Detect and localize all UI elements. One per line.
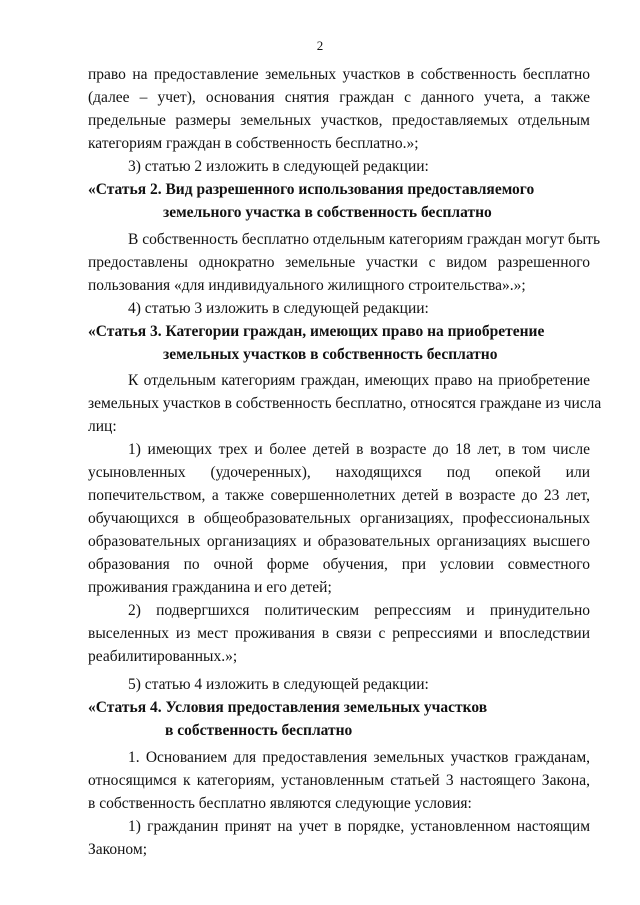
text-line: выселенных из мест проживания в связи с репрессиями и впоследствии xyxy=(88,625,590,642)
text-line: 3) статью 2 изложить в следующей редакции: xyxy=(128,158,429,175)
text-line: пользования «для индивидуального жилищного строительства».»; xyxy=(88,277,526,294)
text-line: проживания гражданина и его детей; xyxy=(88,579,332,596)
article-heading: земельного участка в собственность бесплатно xyxy=(163,204,492,221)
text-line: 4) статью 3 изложить в следующей редакции: xyxy=(128,300,429,317)
text-line: 1) имеющих трех и более детей в возрасте до 18 лет, в том числе xyxy=(128,441,590,458)
article-heading: «Статья 4. Условия предоставления земельных участков xyxy=(88,699,488,716)
text-line: 2) подвергшихся политическим репрессиям и принудительно xyxy=(128,602,590,619)
text-line: предоставлены однократно земельные участки с видом разрешенного xyxy=(88,254,590,271)
text-line: относящимся к категориям, установленным статьей 3 настоящего Закона, xyxy=(88,772,590,789)
page-number: 2 xyxy=(316,38,324,53)
text-line: предельные размеры земельных участков, предоставляемых отдельным xyxy=(88,112,590,129)
text-line: земельных участков в собственность бесплатно, относятся граждане из числа xyxy=(88,395,602,412)
text-line: (далее – учет), основания снятия граждан с данного учета, а также xyxy=(88,89,590,106)
text-line: Законом; xyxy=(88,841,148,858)
text-line: образования по очной форме обучения, при условии совместного xyxy=(88,556,590,573)
text-line: образовательных организациях и образовательных организациях высшего xyxy=(88,533,590,550)
text-line: 1. Основанием для предоставления земельных участков гражданам, xyxy=(128,749,590,766)
text-line: К отдельным категориям граждан, имеющих право на приобретение xyxy=(128,372,590,389)
article-heading: «Статья 3. Категории граждан, имеющих право на приобретение xyxy=(88,323,545,340)
text-line: усыновленных (удочеренных), находящихся под опекой или xyxy=(88,464,590,481)
text-line: попечительством, а также совершеннолетних детей в возрасте до 23 лет, xyxy=(88,487,590,504)
text-line: 1) гражданин принят на учет в порядке, установленном настоящим xyxy=(128,818,590,835)
article-heading: земельных участков в собственность бесплатно xyxy=(163,346,498,363)
text-line: право на предоставление земельных участков в собственность бесплатно xyxy=(88,66,590,83)
text-line: реабилитированных.»; xyxy=(88,648,238,665)
text-line: в собственность бесплатно являются следующие условия: xyxy=(88,795,472,812)
text-line: В собственность бесплатно отдельным категориям граждан могут быть xyxy=(128,231,601,248)
article-heading: «Статья 2. Вид разрешенного использования предоставляемого xyxy=(88,181,535,198)
text-line: 5) статью 4 изложить в следующей редакции: xyxy=(128,676,429,693)
text-line: обучающихся в общеобразовательных организациях, профессиональных xyxy=(88,510,590,527)
text-line: категориям граждан в собственность бесплатно.»; xyxy=(88,135,419,152)
text-line: лиц: xyxy=(88,418,117,435)
article-heading: в собственность бесплатно xyxy=(165,722,353,739)
